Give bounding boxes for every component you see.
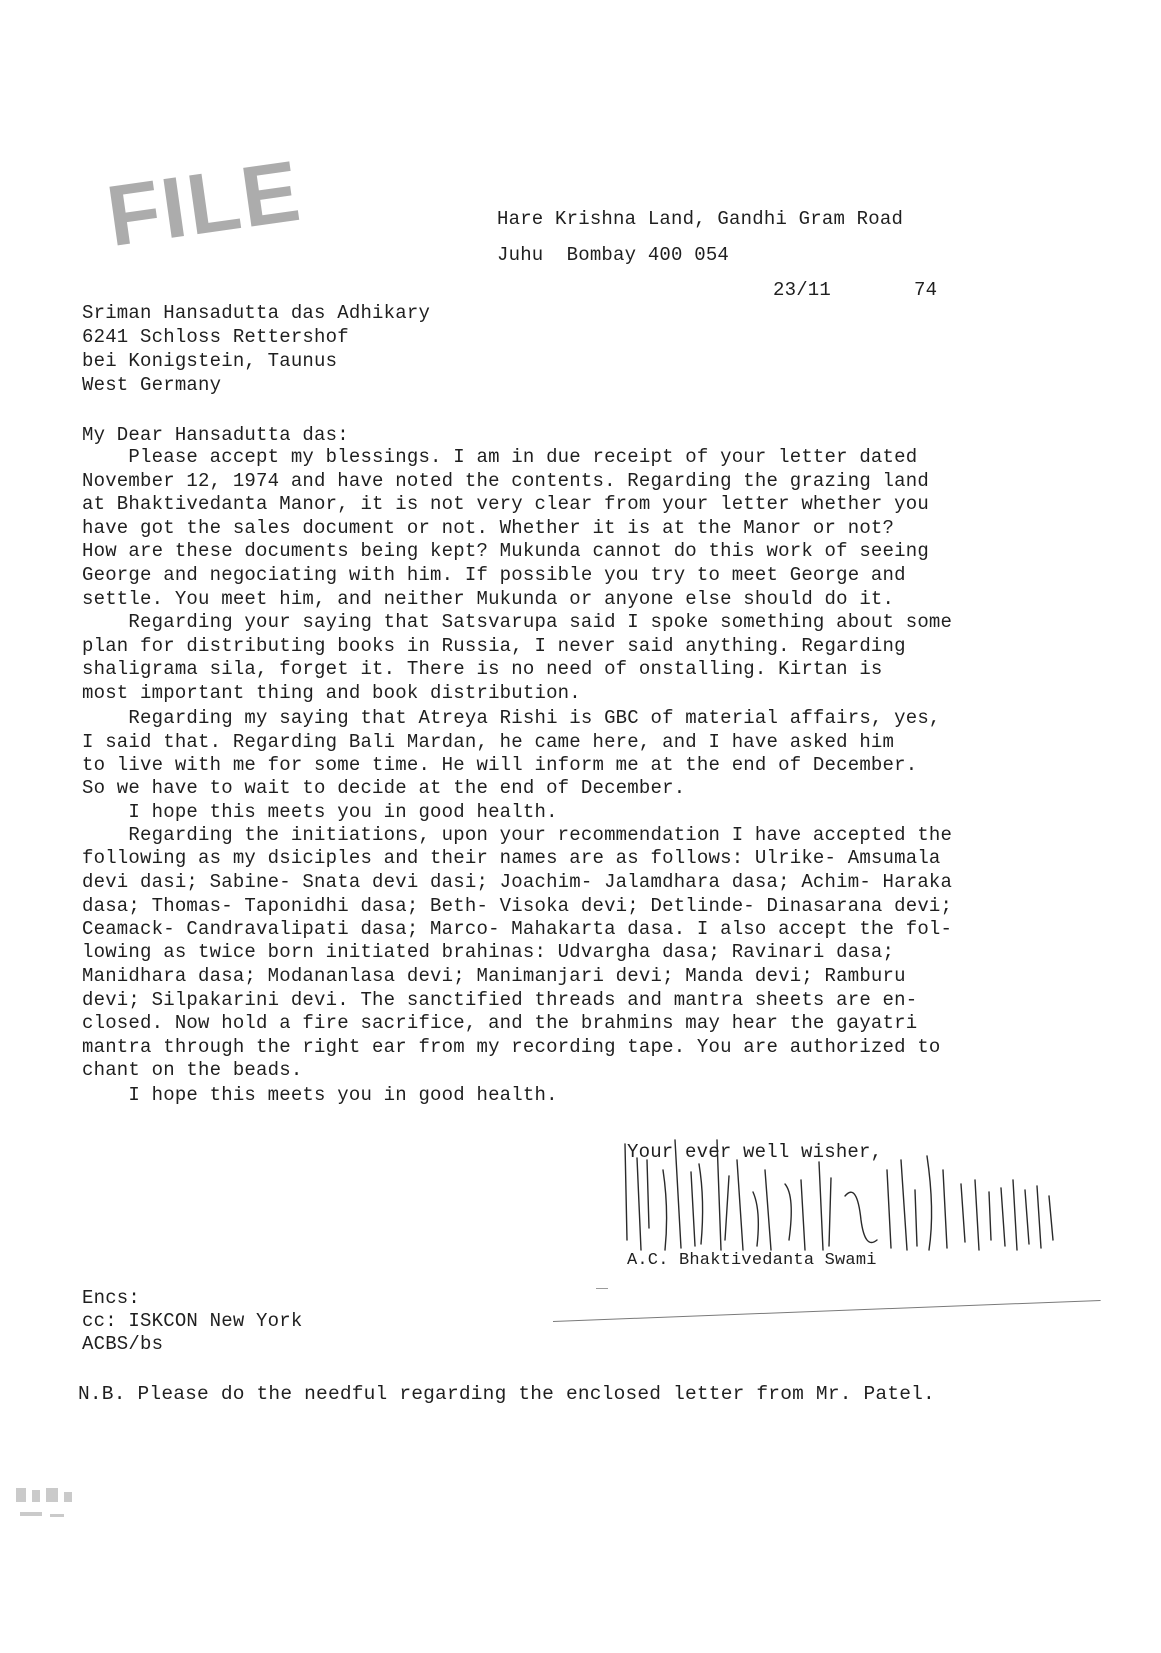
body-line: So we have to wait to decide at the end of December. [82,777,686,799]
date-year: 74 [914,279,938,301]
body-line: following as my dsiciples and their names are as follows: Ulrike- Amsumala [82,847,941,869]
letterhead-address-line-1: Hare Krishna Land, Gandhi Gram Road [497,208,904,230]
body-line: mantra through the right ear from my recording tape. You are authorized to [82,1036,941,1058]
body-line: devi dasi; Sabine- Snata devi dasi; Joachim- Jalamdhara dasa; Achim- Haraka [82,871,953,893]
scan-smudge [12,1484,82,1532]
closing: Your ever well wisher, [627,1141,883,1163]
body-line: most important thing and book distribution. [82,682,581,704]
recipient-line: Sriman Hansadutta das Adhikary [82,302,431,324]
body-line: Ceamack- Candravalipati dasa; Marco- Mahakarta dasa. I also accept the fol- [82,918,953,940]
body-line: November 12, 1974 and have noted the contents. Regarding the grazing land [82,470,929,492]
body-line: closed. Now hold a fire sacrifice, and the brahmins may hear the gayatri [82,1012,918,1034]
body-line: to live with me for some time. He will inform me at the end of December. [82,754,918,776]
date-day-month: 23/11 [773,279,832,301]
body-line: devi; Silpakarini devi. The sanctified threads and mantra sheets are en- [82,989,918,1011]
file-stamp-text: FILE [101,142,308,265]
carbon-copy: cc: ISKCON New York [82,1310,303,1332]
enclosures: Encs: [82,1287,141,1309]
body-line: at Bhaktivedanta Manor, it is not very clear from your letter whether you [82,493,929,515]
body-line: Regarding the initiations, upon your recommendation I have accepted the [82,824,953,846]
handwritten-signature [625,1100,1105,1310]
reference-initials: ACBS/bs [82,1333,164,1355]
recipient-line: West Germany [82,374,222,396]
body-line: Regarding your saying that Satsvarupa said I spoke something about some [82,611,953,633]
body-line: I hope this meets you in good health. [82,1084,558,1106]
body-line: plan for distributing books in Russia, I never said anything. Regarding [82,635,906,657]
nota-bene: N.B. Please do the needful regarding the enclosed letter from Mr. Patel. [78,1383,935,1405]
signature-rule-short [596,1288,608,1289]
body-line: Please accept my blessings. I am in due receipt of your letter dated [82,446,918,468]
body-line: Regarding my saying that Atreya Rishi is GBC of material affairs, yes, [82,707,941,729]
body-line: How are these documents being kept? Mukunda cannot do this work of seeing [82,540,929,562]
body-line: George and negociating with him. If possible you try to meet George and [82,564,906,586]
file-stamp [101,142,308,276]
body-line: have got the sales document or not. Whether it is at the Manor or not? [82,517,895,539]
body-line: dasa; Thomas- Taponidhi dasa; Beth- Visoka devi; Detlinde- Dinasarana devi; [82,895,953,917]
body-line: I said that. Regarding Bali Mardan, he came here, and I have asked him [82,731,895,753]
body-line: chant on the beads. [82,1059,303,1081]
recipient-line: 6241 Schloss Rettershof [82,326,349,348]
salutation: My Dear Hansadutta das: [82,424,349,446]
body-line: shaligrama sila, forget it. There is no need of onstalling. Kirtan is [82,658,883,680]
body-line: settle. You meet him, and neither Mukunda or anyone else should do it. [82,588,895,610]
signatory-name: A.C. Bhaktivedanta Swami [627,1251,877,1270]
recipient-line: bei Konigstein, Taunus [82,350,338,372]
letterhead-address-line-2: Juhu Bombay 400 054 [497,244,730,266]
body-line: Manidhara dasa; Modananlasa devi; Manimanjari devi; Manda devi; Ramburu [82,965,906,987]
body-line: lowing as twice born initiated brahinas: Udvargha dasa; Ravinari dasa; [82,941,895,963]
body-line: I hope this meets you in good health. [82,801,558,823]
